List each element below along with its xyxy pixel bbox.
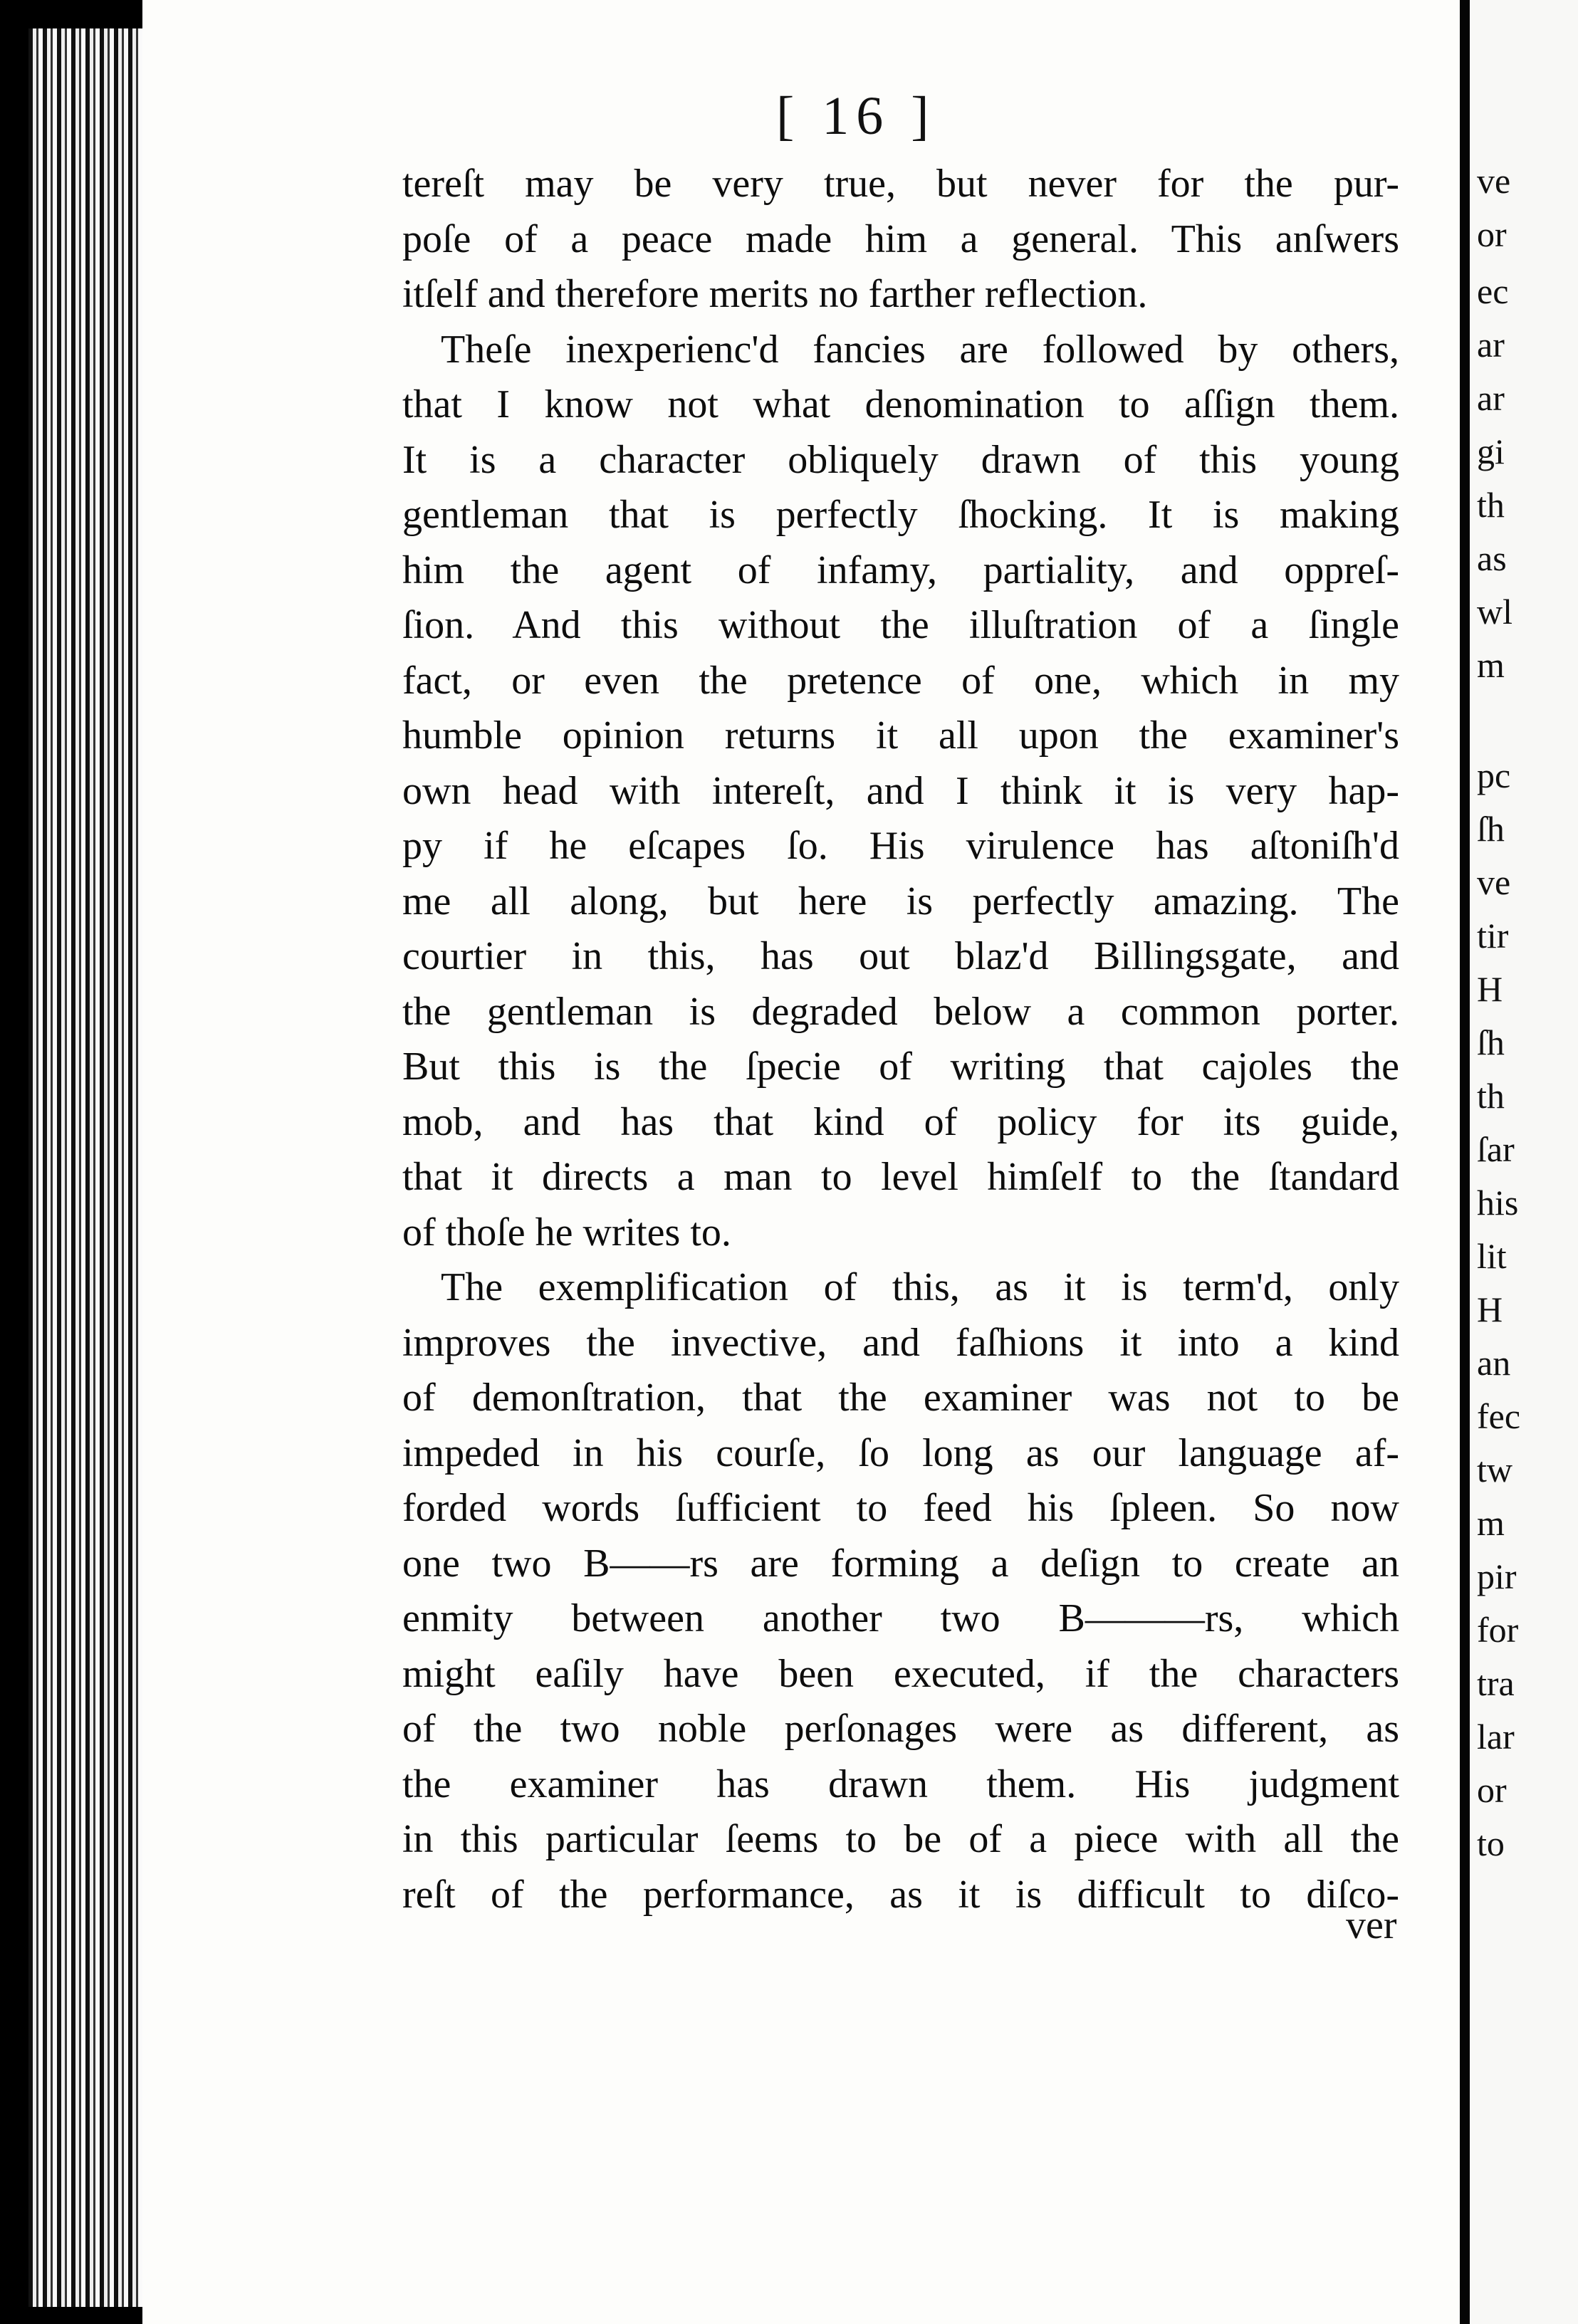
facing-page-fragment: or <box>1477 214 1507 254</box>
text-line: one two B——rs are forming a deſign to create an <box>402 1541 1399 1586</box>
facing-page-fragment: lar <box>1477 1717 1515 1757</box>
text-line: that it directs a man to level himſelf to the ſtandard <box>402 1155 1399 1199</box>
facing-page-fragment: an <box>1477 1343 1511 1383</box>
facing-page-fragment: ar <box>1477 378 1505 418</box>
catchword: ver <box>1346 1903 1397 1947</box>
facing-page-fragment: ec <box>1477 271 1509 311</box>
text-line: fact, or even the pretence of one, which in my <box>402 658 1399 703</box>
facing-page-fragment: lit <box>1477 1236 1507 1276</box>
text-line: itſelf and therefore merits no farther reflection. <box>402 272 1148 316</box>
text-line: forded words ſufficient to feed his ſpleen. So now <box>402 1486 1399 1530</box>
text-line: me all along, but here is perfectly amazing. The <box>402 879 1399 923</box>
text-line: ſion. And this without the illuſtration of a ſingle <box>402 603 1399 647</box>
facing-page-fragment: ſar <box>1477 1129 1515 1169</box>
facing-page-fragment: fec <box>1477 1396 1521 1436</box>
text-line: It is a character obliquely drawn of this young <box>402 437 1399 482</box>
text-line: in this particular ſeems to be of a piece with all the <box>402 1817 1399 1861</box>
facing-page-fragment: tra <box>1477 1663 1515 1703</box>
text-line: humble opinion returns it all upon the examiner's <box>402 713 1399 758</box>
facing-page-fragment: for <box>1477 1610 1519 1650</box>
text-line: The exemplification of this, as it is term'd, only <box>441 1265 1399 1309</box>
facing-page-fragment: m <box>1477 645 1505 685</box>
page-edge-strip <box>28 28 142 2307</box>
facing-page-fragment: as <box>1477 538 1507 578</box>
text-line: Theſe inexperienc'd fancies are followed by others, <box>441 327 1399 372</box>
page-header: [ 16 ] <box>776 86 936 146</box>
facing-page-fragment: ar <box>1477 325 1505 365</box>
text-line: that I know not what denomination to aſſign them. <box>402 382 1399 426</box>
facing-page-fragment: m <box>1477 1503 1505 1543</box>
facing-page-fragment: wl <box>1477 592 1512 632</box>
text-line: But this is the ſpecie of writing that cajoles the <box>402 1045 1399 1089</box>
facing-page-fragment: ve <box>1477 862 1511 902</box>
facing-page-fragment: to <box>1477 1823 1505 1863</box>
gutter <box>1460 0 1470 2324</box>
facing-page-fragment: gi <box>1477 431 1505 471</box>
facing-page-fragment: th <box>1477 1076 1505 1116</box>
text-line: courtier in this, has out blaz'd Billingsgate, and <box>402 934 1399 978</box>
text-line: might eaſily have been executed, if the characters <box>402 1651 1399 1696</box>
text-line: enmity between another two B———rs, which <box>402 1596 1399 1640</box>
text-line: of thoſe he writes to. <box>402 1210 731 1255</box>
facing-page-fragment: ſh <box>1477 809 1505 849</box>
facing-page-fragment: pir <box>1477 1556 1517 1596</box>
text-line: gentleman that is perfectly ſhocking. It is making <box>402 493 1399 537</box>
text-line: of the two noble perſonages were as different, as <box>402 1707 1399 1751</box>
body-text <box>402 157 1399 1922</box>
facing-page-fragment: tw <box>1477 1450 1512 1490</box>
text-line: tereſt may be very true, but never for the pur- <box>402 162 1399 206</box>
text-line: improves the invective, and faſhions it into a kind <box>402 1320 1399 1365</box>
facing-page-fragment: pc <box>1477 755 1511 795</box>
facing-page-fragment: tir <box>1477 916 1509 956</box>
facing-page-fragment: H <box>1477 1289 1503 1329</box>
text-line: poſe of a peace made him a general. This anſwers <box>402 216 1399 261</box>
facing-page-fragment: ve <box>1477 161 1511 201</box>
text-line: impeded in his courſe, ſo long as our language af- <box>402 1430 1399 1475</box>
text-line: own head with intereſt, and I think it is very hap- <box>402 768 1399 813</box>
facing-page-fragment: th <box>1477 485 1505 525</box>
text-line: of demonſtration, that the examiner was not to be <box>402 1376 1399 1420</box>
facing-page <box>1470 0 1578 2324</box>
text-line: reſt of the performance, as it is difficult to diſco- <box>402 1872 1399 1917</box>
text-line: py if he eſcapes ſo. His virulence has aſtoniſh'd <box>402 824 1399 868</box>
text-line: mob, and has that kind of policy for its guide, <box>402 1099 1399 1144</box>
text-line: the gentleman is degraded below a common porter. <box>402 989 1399 1034</box>
text-line: the examiner has drawn them. His judgment <box>402 1762 1399 1806</box>
facing-page-fragment: his <box>1477 1183 1519 1223</box>
facing-page-fragment: ſh <box>1477 1022 1505 1062</box>
facing-page-fragment: H <box>1477 969 1503 1009</box>
facing-page-fragment: or <box>1477 1770 1507 1810</box>
text-line: him the agent of infamy, partiality, and oppreſ- <box>402 548 1399 592</box>
